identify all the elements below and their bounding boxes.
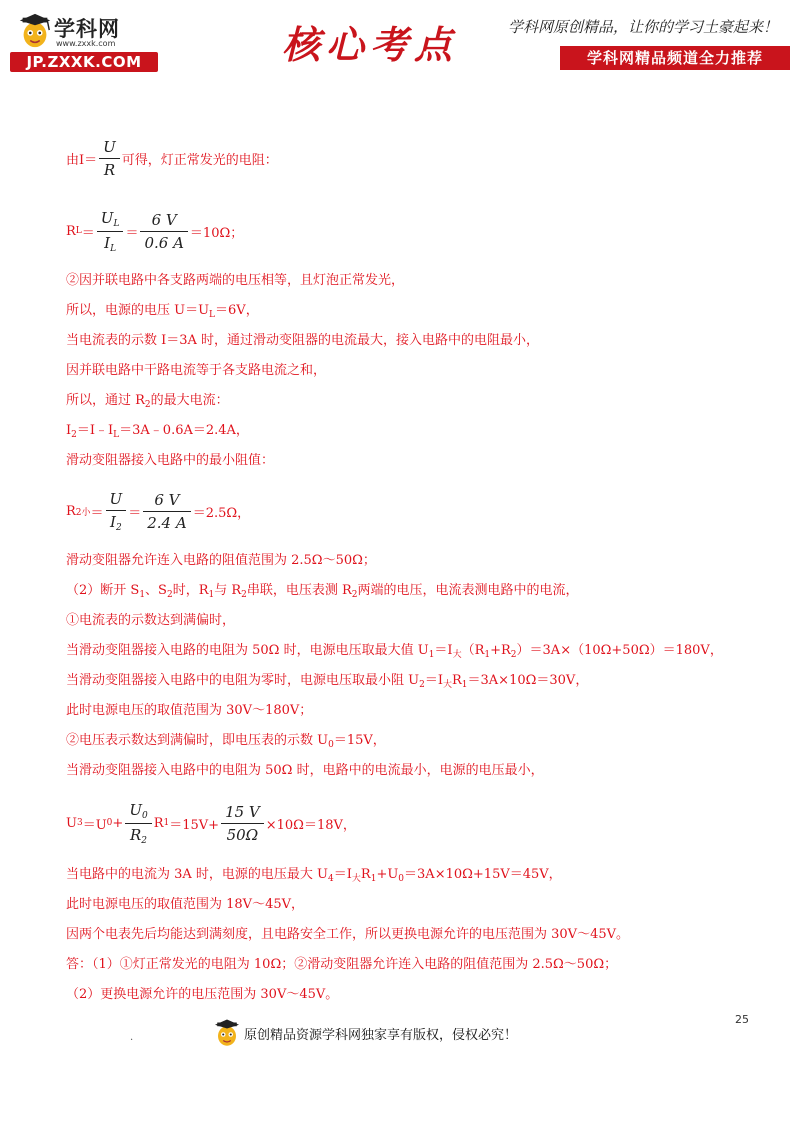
text: R	[451, 673, 462, 688]
numerator: 6 V	[151, 210, 177, 229]
denominator: R	[103, 160, 116, 179]
text: ＝15V，	[333, 733, 386, 748]
text: ＝	[128, 505, 142, 521]
header-title: 核心考点	[281, 22, 458, 67]
paragraph: 当滑动变阻器接入电路中的电阻为 50Ω 时，电路中的电流最小，电源的电压最小，	[66, 763, 544, 778]
paragraph: 因两个电表先后均能达到满刻度，且电路安全工作，所以更换电源允许的电压范围为 30V～45V。	[66, 927, 629, 942]
denominator: 2.4 A	[147, 513, 187, 532]
page-number: 25	[735, 1013, 749, 1026]
formula-ohms-law	[66, 132, 756, 184]
subscript: 1	[163, 818, 170, 828]
paragraph	[66, 576, 756, 606]
paragraph: ②因并联电路中各支路两端的电压相等，且灯泡正常发光，	[66, 273, 405, 288]
numerator	[97, 209, 124, 231]
text: 、S	[145, 583, 167, 598]
text: ＝15V+	[169, 817, 220, 833]
paragraph: 滑动变阻器允许连入电路的阻值范围为 2.5Ω～50Ω；	[66, 553, 376, 568]
logo-name: 学科网	[54, 17, 120, 41]
subscript: 2	[166, 590, 173, 600]
numerator: 6 V	[154, 490, 180, 509]
subscript: L	[75, 226, 82, 236]
solution-body	[66, 132, 756, 1010]
subscript: 1	[428, 650, 435, 660]
paragraph	[66, 636, 756, 666]
mascot-icon	[212, 1018, 242, 1048]
text: 可得，灯正常发光的电阻：	[121, 152, 278, 168]
subscript: 2	[351, 590, 358, 600]
formula-r2-min	[66, 480, 756, 542]
paragraph: 当电流表的示数 I＝3A 时，通过滑动变阻器的电流最大，接入电路中的电阻最小，	[66, 333, 540, 348]
paragraph	[66, 416, 756, 446]
text: 所以，通过 R	[66, 393, 145, 408]
subscript: 2	[115, 522, 122, 533]
text: ＝I	[434, 643, 453, 658]
text: 由I＝	[66, 152, 98, 168]
text: 的最大电流：	[150, 393, 229, 408]
text: ＝I﹣I	[76, 423, 114, 438]
text: R	[66, 503, 76, 519]
fraction	[99, 138, 120, 179]
text: ＝	[81, 225, 95, 241]
text: （2）断开 S	[66, 583, 140, 598]
text: 当电路中的电流为 3A 时，电源的电压最大 U	[66, 867, 329, 882]
subscript: L	[110, 243, 117, 254]
fraction	[143, 491, 190, 532]
var: U	[100, 208, 114, 227]
text: ＝I	[333, 867, 352, 882]
answer-line: （2）更换电源允许的电压范围为 30V～45V。	[66, 987, 339, 1002]
text: ＝	[90, 505, 104, 521]
var: I	[110, 512, 116, 531]
denominator	[106, 511, 126, 533]
subscript: 1	[461, 680, 468, 690]
text: （R	[461, 643, 485, 658]
logo-top	[16, 10, 156, 50]
subscript: 0	[106, 818, 113, 828]
fraction	[106, 490, 127, 533]
subscript: 0	[141, 810, 148, 821]
var: R	[129, 825, 142, 844]
subscript: 0	[398, 874, 405, 884]
text: 时，R	[172, 583, 209, 598]
channel-banner[interactable]: 学科网精品频道全力推荐	[560, 46, 790, 70]
subscript: 1	[484, 650, 491, 660]
paragraph: 此时电源电压的取值范围为 18V～45V，	[66, 897, 304, 912]
text: ＝3A×10Ω+15V＝45V，	[404, 867, 562, 882]
subscript: 1	[370, 874, 377, 884]
paragraph	[66, 296, 756, 326]
paragraph: 此时电源电压的取值范围为 30V～180V；	[66, 703, 313, 718]
text: +	[112, 815, 124, 831]
paragraph: 滑动变阻器接入电路中的最小阻值：	[66, 453, 275, 468]
paragraph	[66, 726, 756, 756]
text: 串联，电压表测 R	[246, 583, 352, 598]
subscript: 大	[351, 874, 361, 884]
subscript: 大	[442, 680, 452, 690]
text: R	[153, 815, 164, 831]
paragraph: ①电流表的示数达到满偏时，	[66, 613, 236, 628]
denominator	[100, 232, 120, 254]
page-header	[0, 0, 800, 80]
text: +R	[490, 643, 511, 658]
text: ＝2.5Ω，	[192, 505, 251, 521]
text: ＝U	[82, 817, 107, 833]
subscript: 1	[139, 590, 146, 600]
logo-url-small: www.zxxk.com	[56, 39, 116, 48]
text: 与 R	[214, 583, 242, 598]
subscript: 2	[510, 650, 517, 660]
text: 两端的电压，电流表测电路中的电流，	[357, 583, 579, 598]
text: I	[66, 423, 72, 438]
logo-url-banner[interactable]: JP.ZXXK.COM	[10, 52, 158, 72]
subscript: 2	[241, 590, 247, 600]
var: I	[104, 233, 111, 252]
fraction	[125, 801, 151, 846]
text: ＝3A×10Ω＝30V，	[467, 673, 589, 688]
header-slogan: 学科网原创精品，让你的学习土豪起来！	[508, 18, 779, 36]
numerator: U	[109, 489, 123, 508]
mascot-icon	[16, 12, 54, 50]
paragraph	[66, 386, 756, 416]
text: ＝I	[424, 673, 443, 688]
paragraph: 因并联电路中干路电流等于各支路电流之和，	[66, 363, 327, 378]
subscript: 2	[419, 680, 425, 690]
subscript: 3	[76, 818, 83, 828]
text: 当滑动变阻器接入电路的电阻为 50Ω 时，电源电压取最大值 U	[66, 643, 429, 658]
answer-line: 答：（1）①灯正常发光的电阻为 10Ω；②滑动变阻器允许连入电路的阻值范围为 2.5Ω～50Ω；	[66, 957, 618, 972]
zxxk-logo[interactable]	[10, 8, 160, 74]
paragraph	[66, 860, 756, 890]
text: ＝3A﹣0.6A＝2.4A，	[119, 423, 249, 438]
fraction	[97, 209, 124, 254]
subscript: 4	[328, 874, 334, 884]
subscript: 2	[144, 400, 151, 410]
copyright-notice: 原创精品资源学科网独家享有版权，侵权必究！	[244, 1027, 518, 1043]
text: 所以，电源的电压 U＝U	[66, 303, 210, 318]
subscript: 2小	[75, 507, 91, 518]
denominator: 50Ω	[226, 825, 259, 844]
page-footer	[212, 1018, 517, 1048]
text: U	[66, 815, 77, 831]
text: R	[360, 867, 371, 882]
paragraph	[66, 666, 756, 696]
text: ）＝3A×（10Ω+50Ω）＝180V，	[516, 643, 723, 658]
subscript: 2	[141, 835, 148, 846]
subscript: 大	[452, 650, 462, 660]
text: ②电压表示数达到满偏时，即电压表的示数 U	[66, 733, 329, 748]
fraction	[221, 803, 264, 844]
subscript: L	[113, 430, 120, 440]
formula-u3	[66, 790, 756, 856]
text: 当滑动变阻器接入电路中的电阻为零时，电源电压取最小阻 U	[66, 673, 420, 688]
formula-rl	[66, 200, 756, 262]
denominator	[126, 824, 151, 846]
text: ＝10Ω；	[189, 225, 244, 241]
subscript: L	[209, 310, 216, 320]
subscript: 1	[208, 590, 215, 600]
subscript: 0	[328, 740, 334, 750]
var: U	[129, 800, 142, 819]
numerator: U	[103, 137, 116, 156]
subscript: L	[113, 218, 120, 229]
denominator: 0.6 A	[144, 233, 184, 252]
fraction	[140, 211, 187, 252]
subscript: 2	[71, 430, 77, 440]
footer-dot: .	[130, 1032, 134, 1043]
text: +U	[376, 867, 399, 882]
text: R	[66, 223, 76, 239]
numerator	[125, 801, 151, 823]
text: ×10Ω＝18V，	[265, 817, 356, 833]
numerator: 15 V	[225, 802, 260, 821]
text: ＝6V，	[215, 303, 259, 318]
text: ＝	[125, 225, 139, 241]
